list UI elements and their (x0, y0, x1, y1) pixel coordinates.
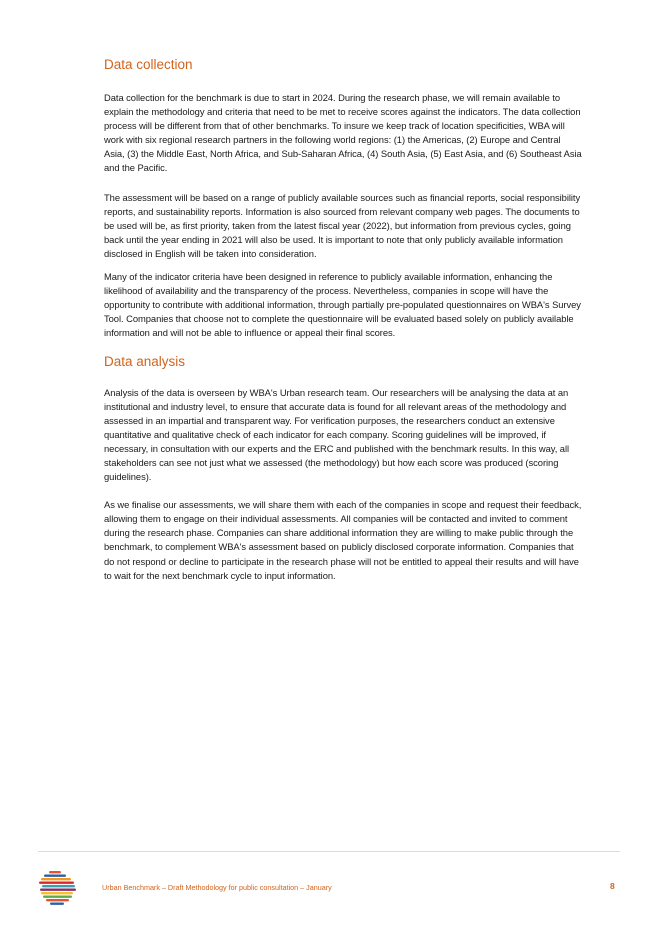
section-heading-data-analysis: Data analysis (104, 353, 186, 369)
wba-logo-icon (38, 870, 78, 908)
page-number: 8 (610, 881, 615, 891)
paragraph-data-collection-2: The assessment will be based on a range of publicly available sources such as financial reports, social responsibility reports, and sustainability reports. Information is also sourced from relevant company web pages. The documents to be used will be, as first priority, taken from the latest fiscal year (2022), but information from previous cycles, going back until the year ending in 2021 will also be used. It is important to note that only publicly available information disclosed in English will be taken into consideration. (104, 191, 581, 259)
footer-divider (38, 851, 620, 852)
paragraph-data-analysis-1: Analysis of the data is overseen by WBA's Urban research team. Our researchers will be analysing the data at an institutional and industry level, to ensure that accurate data is found for all relevant areas of the methodology and assessed in an impartial and transparent way. For verification purposes, the researchers conduct an extensive quantitative and qualitative check of each indicator for each company. Scoring guidelines will be improved, if necessary, in consultation with our experts and the ERC and published with the benchmark results. In this way, all stakeholders can see not just what we assessed (the methodology) but how each score was produced (scoring guidelines). (104, 386, 570, 483)
paragraph-data-analysis-2: As we finalise our assessments, we will share them with each of the companies in scope and request their feedback, allowing them to engage on their individual assessments. All companies will be contacted and invited to comment during the research phase. Companies can share additional information they are willing to make public through the benchmark, to complement WBA's assessment based on publicly disclosed corporate information. Companies that do not respond or decline to participate in the research phase will not be entitled to appeal their results and will have to wait for the next benchmark cycle to input information. (104, 499, 582, 581)
paragraph-data-collection-3: Many of the indicator criteria have been designed in reference to publicly available information, enhancing the likelihood of availability and the transparency of the process. Nevertheless, companies in scope will have the opportunity to contribute with additional information, through partially pre-populated questionnaires on WBA's Survey Tool. Companies that choose not to complete the questionnaire will be evaluated based solely on publicly available information and will not be able to influence or appeal their final scores. (104, 271, 581, 339)
paragraph-data-collection-1: Data collection for the benchmark is due to start in 2024. During the research phase, we will remain available to explain the methodology and criteria that need to be met to receive scores against the indicators. The data collection process will be different from that of other benchmarks. To insure we keep track of location specificities, WBA will work with six regional research partners in the following world regions: (1) the Americas, (2) Europe and Central Asia, (3) the Middle East, North Africa, and Sub-Saharan Africa, (4) South Asia, (5) East Asia, and (6) Southeast Asia and the Pacific. (104, 92, 582, 174)
footer-document-title: Urban Benchmark – Draft Methodology for public consultation – January (102, 883, 332, 892)
document-body (104, 54, 582, 583)
section-heading-data-collection: Data collection (104, 57, 193, 72)
